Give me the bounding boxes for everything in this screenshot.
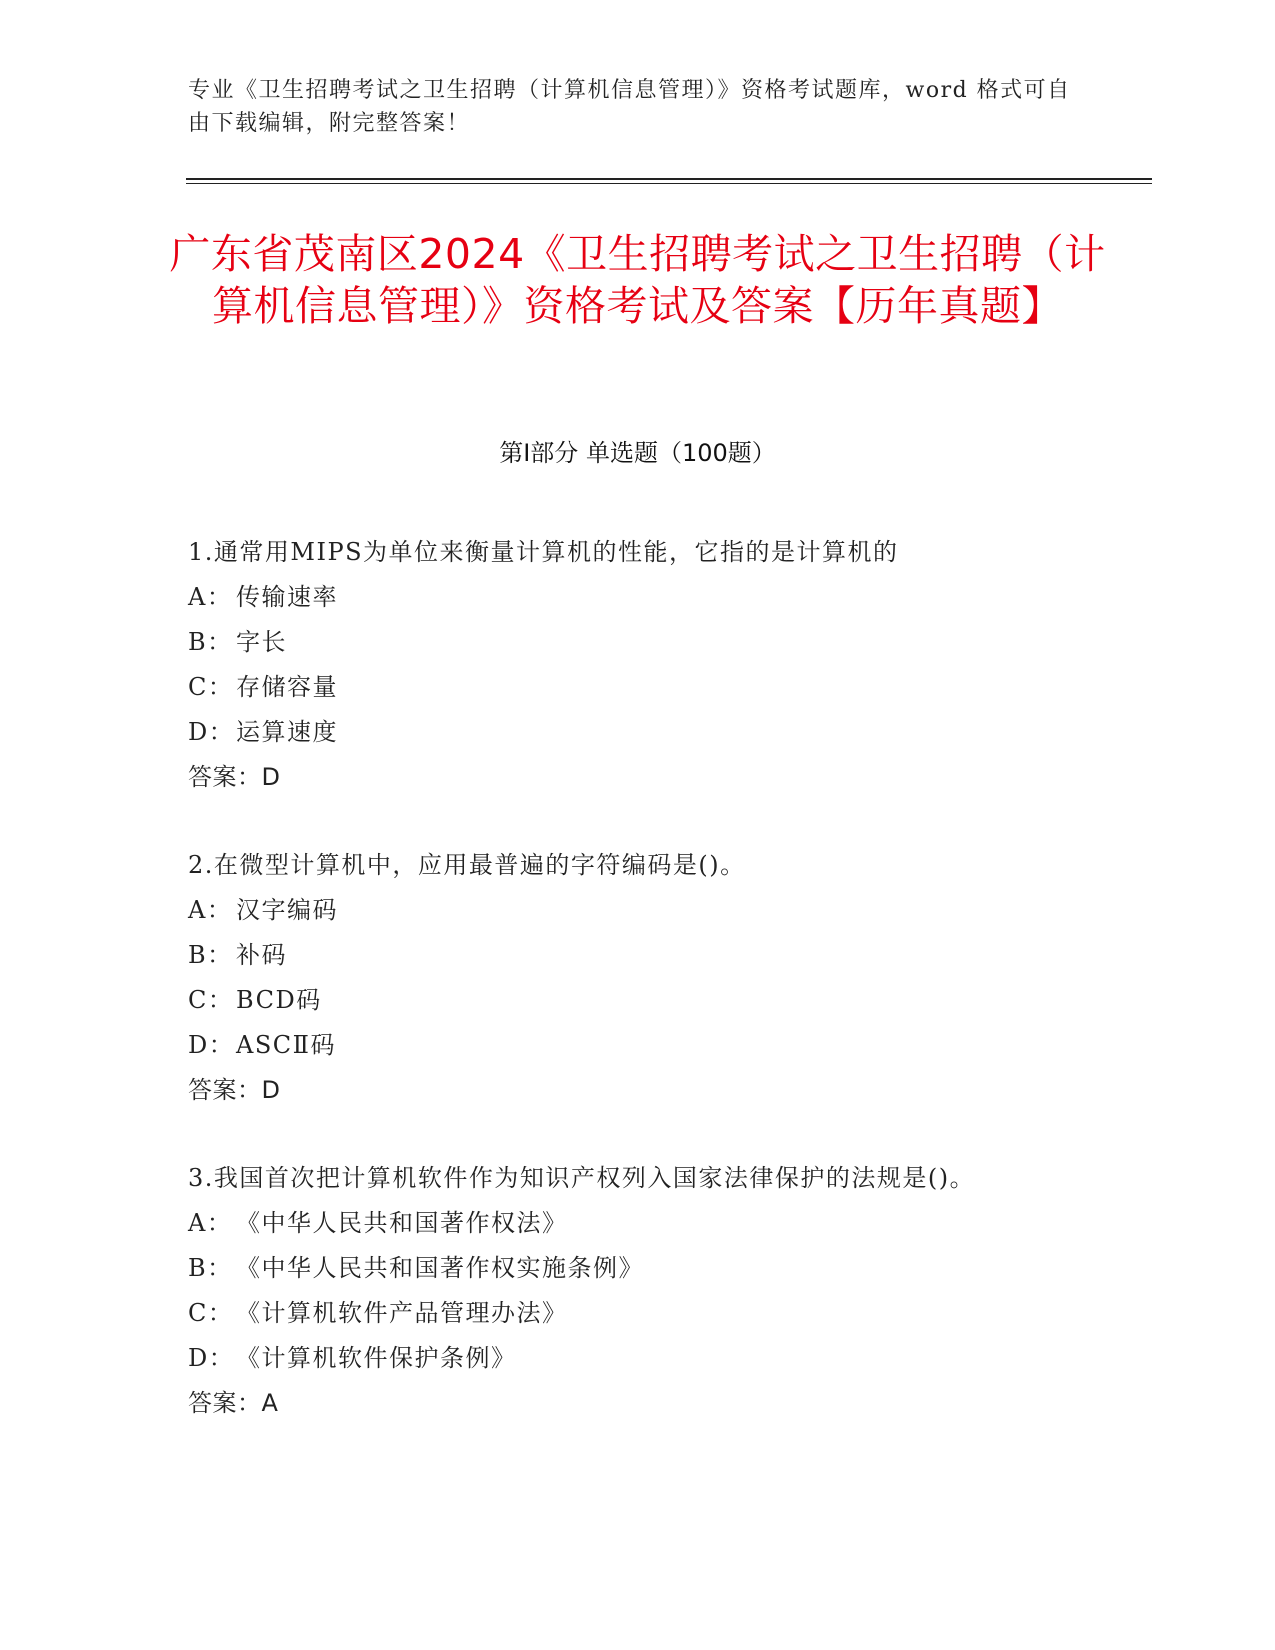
option-letter: D： — [188, 718, 235, 746]
option-letter: B： — [188, 628, 233, 656]
option-d — [188, 710, 1088, 755]
option-b — [188, 620, 1088, 665]
option-text: 《中华人民共和国著作权实施条例》 — [236, 1254, 644, 1282]
question-stem: 2.在微型计算机中，应用最普遍的字符编码是()。 — [188, 851, 746, 879]
option-letter: C： — [188, 986, 234, 1014]
option-text: ASCⅡ码 — [236, 1031, 336, 1059]
option-text: 字长 — [236, 628, 287, 656]
question-list — [188, 530, 1088, 1469]
option-text: 存储容量 — [236, 673, 338, 701]
option-text: 《计算机软件产品管理办法》 — [236, 1299, 568, 1327]
header-divider-thin — [186, 183, 1152, 184]
header-note: 专业《卫生招聘考试之卫生招聘（计算机信息管理）》资格考试题库，word 格式可自由下载编辑，附完整答案！ — [188, 78, 1071, 136]
question-stem: 3.我国首次把计算机软件作为知识产权列入国家法律保护的法规是()。 — [188, 1164, 976, 1192]
option-letter: A： — [188, 1209, 233, 1237]
option-b — [188, 1246, 1088, 1291]
option-text: 传输速率 — [236, 583, 338, 611]
option-letter: B： — [188, 1254, 233, 1282]
option-d — [188, 1023, 1088, 1068]
answer: 答案：A — [188, 1389, 279, 1417]
section-title: 第Ⅰ部分 单选题（100题） — [499, 439, 776, 467]
question-1 — [188, 530, 1088, 800]
answer: 答案：D — [188, 1076, 281, 1104]
option-letter: C： — [188, 673, 234, 701]
option-text: 《计算机软件保护条例》 — [236, 1344, 517, 1372]
header-divider-thick — [186, 178, 1152, 180]
document-title: 广东省茂南区2024《卫生招聘考试之卫生招聘（计算机信息管理）》资格考试及答案【历年真题】 — [169, 230, 1106, 330]
option-text: 补码 — [236, 941, 287, 969]
option-c — [188, 665, 1088, 710]
option-text: 运算速度 — [236, 718, 338, 746]
option-text: 汉字编码 — [236, 896, 338, 924]
answer: 答案：D — [188, 763, 281, 791]
option-letter: A： — [188, 896, 233, 924]
option-letter: B： — [188, 941, 233, 969]
option-letter: D： — [188, 1031, 235, 1059]
option-b — [188, 933, 1088, 978]
option-letter: C： — [188, 1299, 234, 1327]
question-2 — [188, 843, 1088, 1113]
question-3 — [188, 1156, 1088, 1426]
option-text: BCD码 — [236, 986, 322, 1014]
option-a — [188, 575, 1088, 620]
option-letter: A： — [188, 583, 233, 611]
option-text: 《中华人民共和国著作权法》 — [236, 1209, 568, 1237]
option-c — [188, 1291, 1088, 1336]
option-letter: D： — [188, 1344, 235, 1372]
option-c — [188, 978, 1088, 1023]
question-stem: 1.通常用MIPS为单位来衡量计算机的性能，它指的是计算机的 — [188, 538, 899, 566]
option-a — [188, 1201, 1088, 1246]
option-a — [188, 888, 1088, 933]
option-d — [188, 1336, 1088, 1381]
